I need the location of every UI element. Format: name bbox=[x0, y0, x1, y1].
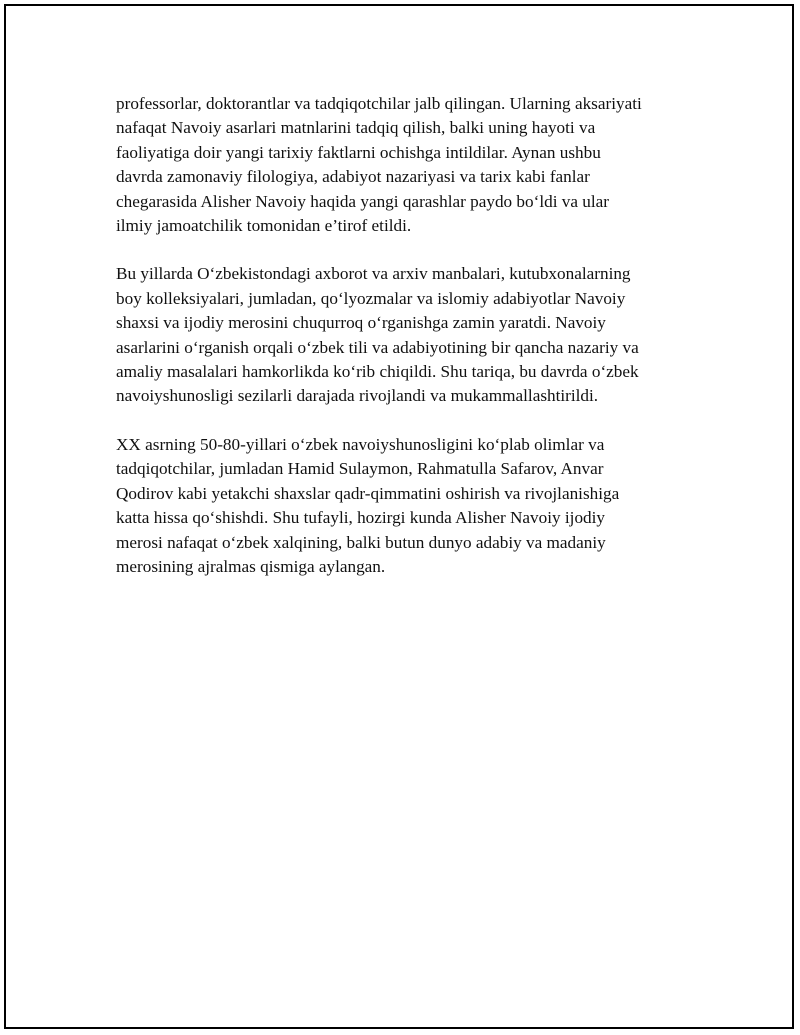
text-line: chegarasida Alisher Navoiy haqida yangi qarashlar paydo bo‘ldi va ular bbox=[116, 191, 610, 211]
text-line: merosining ajralmas qismiga aylangan. bbox=[116, 556, 386, 576]
text-line: tadqiqotchilar, jumladan Hamid Sulaymon, Rahmatulla Safarov, Anvar bbox=[116, 459, 604, 479]
text-line: Bu yillarda O‘zbekistondagi axborot va arxiv manbalari, kutubxonalarning bbox=[116, 264, 631, 284]
text-line: boy kolleksiyalari, jumladan, qo‘lyozmalar va islomiy adabiyotlar Navoiy bbox=[116, 288, 626, 308]
text-line: XX asrning 50-80-yillari o‘zbek navoiyshunosligini ko‘plab olimlar va bbox=[116, 434, 605, 454]
text-line: faoliyatiga doir yangi tarixiy faktlarni ochishga intildilar. Aynan ushbu bbox=[116, 142, 601, 162]
text-line: Qodirov kabi yetakchi shaxslar qadr-qimmatini oshirish va rivojlanishiga bbox=[116, 483, 620, 503]
paragraph-3 bbox=[116, 433, 686, 579]
text-line: merosi nafaqat o‘zbek xalqining, balki butun dunyo adabiy va madaniy bbox=[116, 532, 606, 552]
text-line: ilmiy jamoatchilik tomonidan e’tirof etildi. bbox=[116, 216, 412, 236]
text-line: shaxsi va ijodiy merosini chuqurroq o‘rganishga zamin yaratdi. Navoiy bbox=[116, 313, 606, 333]
paragraph-1 bbox=[116, 92, 686, 238]
text-line: navoiyshunosligi sezilarli darajada rivojlandi va mukammallashtirildi. bbox=[116, 386, 599, 406]
paragraph-2 bbox=[116, 262, 686, 408]
text-line: asarlarini o‘rganish orqali o‘zbek tili va adabiyotining bir qancha nazariy va bbox=[116, 337, 639, 357]
text-line: professorlar, doktorantlar va tadqiqotchilar jalb qilingan. Ularning aksariyati bbox=[116, 94, 642, 113]
text-line: katta hissa qo‘shishdi. Shu tufayli, hozirgi kunda Alisher Navoiy ijodiy bbox=[116, 508, 606, 528]
text-line: davrda zamonaviy filologiya, adabiyot nazariyasi va tarix kabi fanlar bbox=[116, 167, 590, 187]
text-line: nafaqat Navoiy asarlari matnlarini tadqiq qilish, balki uning hayoti va bbox=[116, 118, 596, 138]
document-body bbox=[116, 92, 686, 603]
text-line: amaliy masalalari hamkorlikda ko‘rib chiqildi. Shu tariqa, bu davrda o‘zbek bbox=[116, 362, 639, 382]
